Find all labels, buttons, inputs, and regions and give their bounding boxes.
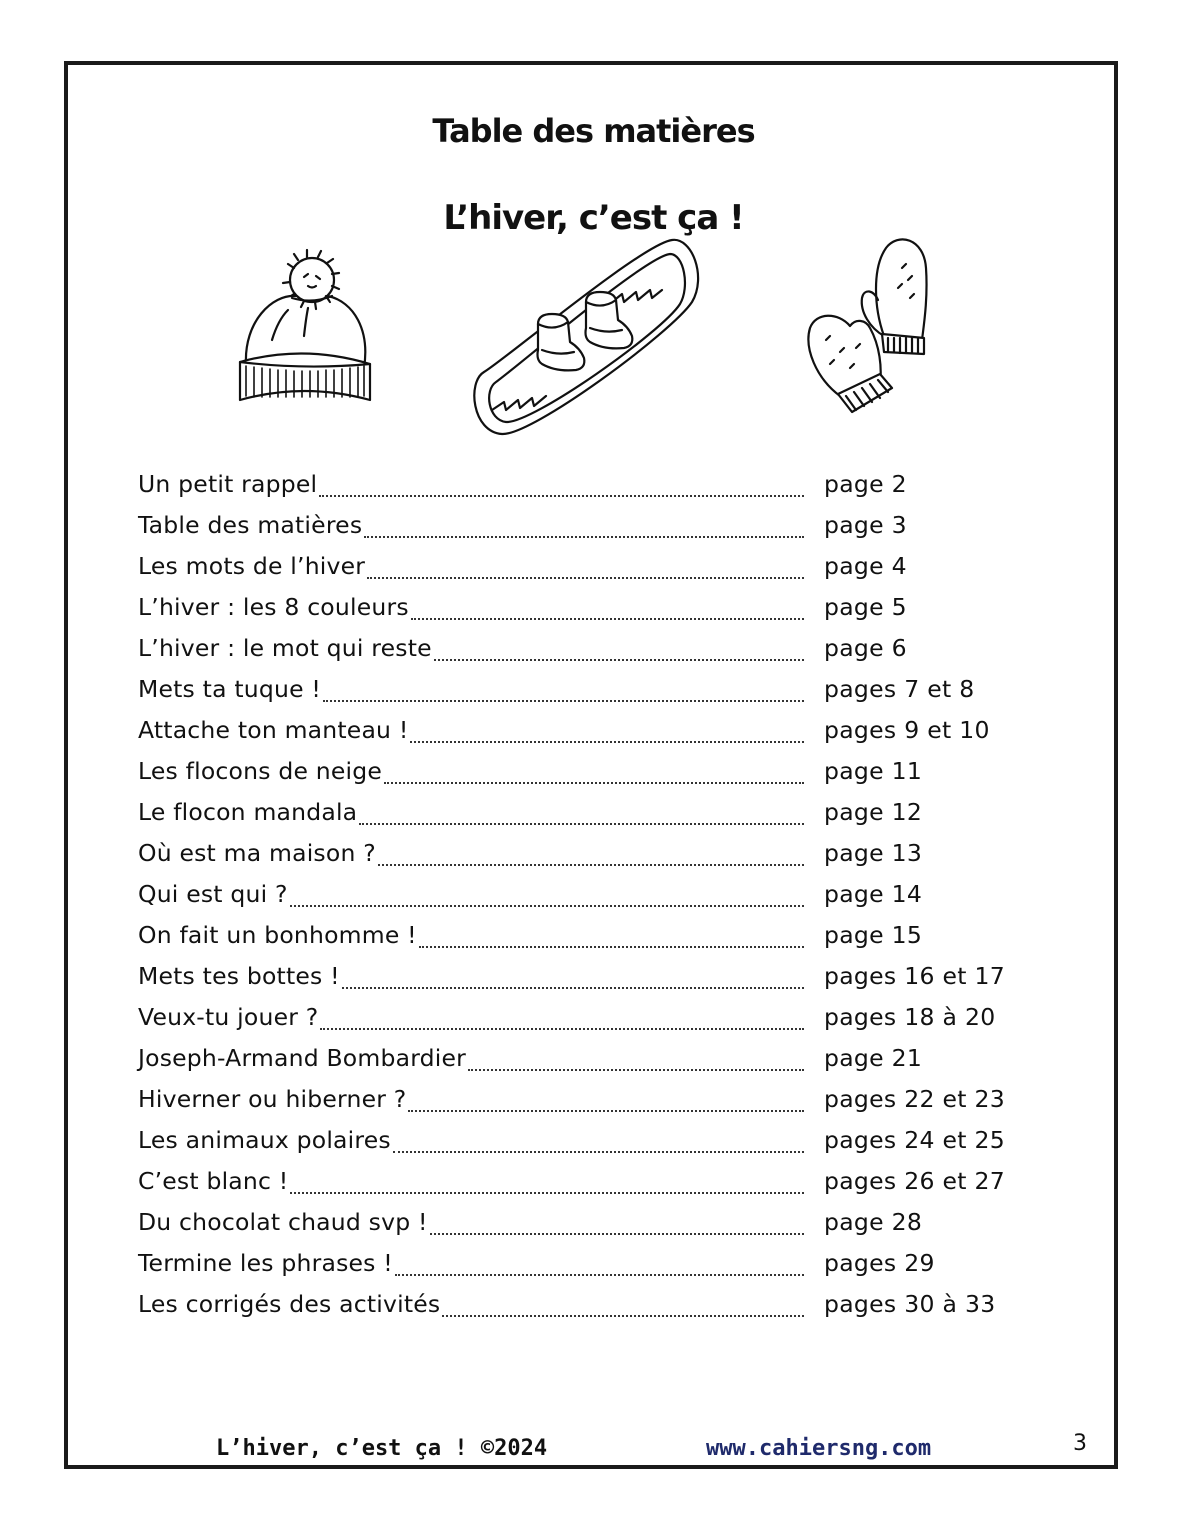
toc-dot-leader bbox=[290, 905, 804, 907]
page-number: 3 bbox=[1073, 1431, 1087, 1456]
toc-entry-page: pages 24 et 25 bbox=[824, 1126, 1006, 1154]
toc-dot-leader bbox=[378, 864, 804, 866]
toc-entry-page: pages 30 à 33 bbox=[824, 1290, 996, 1318]
toc-dot-leader bbox=[434, 659, 804, 661]
toc-entry-page: page 3 bbox=[824, 511, 907, 539]
toc-entry bbox=[138, 507, 1038, 548]
snowboard-boots-icon bbox=[462, 232, 702, 440]
toc-dot-leader bbox=[410, 741, 804, 743]
toc-dot-leader bbox=[290, 1192, 804, 1194]
toc-dot-leader bbox=[419, 946, 804, 948]
toc-entry bbox=[138, 1040, 1038, 1081]
toc-entry bbox=[138, 958, 1038, 999]
toc-dot-leader bbox=[367, 577, 804, 579]
toc-entry bbox=[138, 999, 1038, 1040]
toc-entry-page: pages 9 et 10 bbox=[824, 716, 990, 744]
toc-entry-page: page 21 bbox=[824, 1044, 923, 1072]
toc-entry-title: Les corrigés des activités bbox=[138, 1290, 441, 1318]
toc-entry bbox=[138, 753, 1038, 794]
toc-dot-leader bbox=[411, 618, 804, 620]
toc-entry bbox=[138, 1163, 1038, 1204]
toc-entry-page: page 13 bbox=[824, 839, 923, 867]
toc-entry-title: Un petit rappel bbox=[138, 470, 318, 498]
footer-title: L’hiver, c’est ça ! ©2024 bbox=[216, 1436, 548, 1461]
toc-entry bbox=[138, 1286, 1038, 1327]
toc-entry bbox=[138, 466, 1038, 507]
toc-entry bbox=[138, 630, 1038, 671]
toc-entry bbox=[138, 1081, 1038, 1122]
toc-dot-leader bbox=[442, 1315, 804, 1317]
toc-entry-page: page 14 bbox=[824, 880, 923, 908]
toc-dot-leader bbox=[323, 700, 804, 702]
toc-entry-page: page 11 bbox=[824, 757, 923, 785]
toc-entry-page: pages 16 et 17 bbox=[824, 962, 1006, 990]
toc-entry-title: Qui est qui ? bbox=[138, 880, 288, 908]
toc-dot-leader bbox=[468, 1069, 804, 1071]
toc-entry bbox=[138, 548, 1038, 589]
toc-entry-page: pages 18 à 20 bbox=[824, 1003, 996, 1031]
toc-entry-page: page 2 bbox=[824, 470, 907, 498]
toc-entry-title: Où est ma maison ? bbox=[138, 839, 376, 867]
mittens-icon bbox=[800, 228, 940, 418]
tuque-hat-icon bbox=[232, 232, 377, 417]
toc-dot-leader bbox=[364, 536, 804, 538]
toc-dot-leader bbox=[408, 1110, 804, 1112]
toc-entry-page: pages 7 et 8 bbox=[824, 675, 975, 703]
toc-entry-title: Le flocon mandala bbox=[138, 798, 358, 826]
toc-entry-title: Joseph-Armand Bombardier bbox=[138, 1044, 467, 1072]
toc-entry bbox=[138, 1204, 1038, 1245]
toc-entry-page: pages 22 et 23 bbox=[824, 1085, 1006, 1113]
toc-entry-page: pages 26 et 27 bbox=[824, 1167, 1006, 1195]
toc-entry bbox=[138, 794, 1038, 835]
toc-entry bbox=[138, 1245, 1038, 1286]
toc-entry-title: Les animaux polaires bbox=[138, 1126, 391, 1154]
toc-entry-page: page 5 bbox=[824, 593, 907, 621]
toc-entry-title: Veux-tu jouer ? bbox=[138, 1003, 319, 1031]
toc-entry bbox=[138, 1122, 1038, 1163]
toc-entry bbox=[138, 917, 1038, 958]
page-subtitle: L’hiver, c’est ça ! bbox=[443, 198, 744, 238]
toc-entry-title: Termine les phrases ! bbox=[138, 1249, 393, 1277]
toc-entry bbox=[138, 671, 1038, 712]
toc-dot-leader bbox=[342, 987, 804, 989]
toc-dot-leader bbox=[320, 1028, 804, 1030]
toc-entry-page: page 28 bbox=[824, 1208, 923, 1236]
toc-entry bbox=[138, 835, 1038, 876]
toc-entry-title: Mets tes bottes ! bbox=[138, 962, 340, 990]
toc-entry-page: page 15 bbox=[824, 921, 923, 949]
toc-dot-leader bbox=[384, 782, 804, 784]
toc-entry-page: pages 29 bbox=[824, 1249, 935, 1277]
toc-entry bbox=[138, 712, 1038, 753]
table-of-contents bbox=[138, 466, 1038, 1327]
toc-entry-title: On fait un bonhomme ! bbox=[138, 921, 417, 949]
toc-entry-title: Attache ton manteau ! bbox=[138, 716, 409, 744]
toc-entry-title: L’hiver : les 8 couleurs bbox=[138, 593, 409, 621]
toc-dot-leader bbox=[395, 1274, 804, 1276]
toc-entry-title: Hiverner ou hiberner ? bbox=[138, 1085, 407, 1113]
toc-entry-page: page 6 bbox=[824, 634, 907, 662]
toc-dot-leader bbox=[359, 823, 804, 825]
toc-dot-leader bbox=[393, 1151, 804, 1153]
toc-entry-title: L’hiver : le mot qui reste bbox=[138, 634, 432, 662]
footer-website-link[interactable]: www.cahiersng.com bbox=[706, 1436, 932, 1461]
toc-entry bbox=[138, 589, 1038, 630]
toc-entry-page: page 12 bbox=[824, 798, 923, 826]
toc-entry-title: C’est blanc ! bbox=[138, 1167, 289, 1195]
toc-dot-leader bbox=[319, 495, 804, 497]
toc-entry-title: Les mots de l’hiver bbox=[138, 552, 366, 580]
toc-entry bbox=[138, 876, 1038, 917]
toc-entry-title: Table des matières bbox=[138, 511, 363, 539]
toc-dot-leader bbox=[430, 1233, 804, 1235]
toc-entry-page: page 4 bbox=[824, 552, 907, 580]
toc-entry-title: Mets ta tuque ! bbox=[138, 675, 322, 703]
page-title: Table des matières bbox=[432, 112, 755, 150]
toc-entry-title: Du chocolat chaud svp ! bbox=[138, 1208, 428, 1236]
toc-entry-title: Les flocons de neige bbox=[138, 757, 383, 785]
